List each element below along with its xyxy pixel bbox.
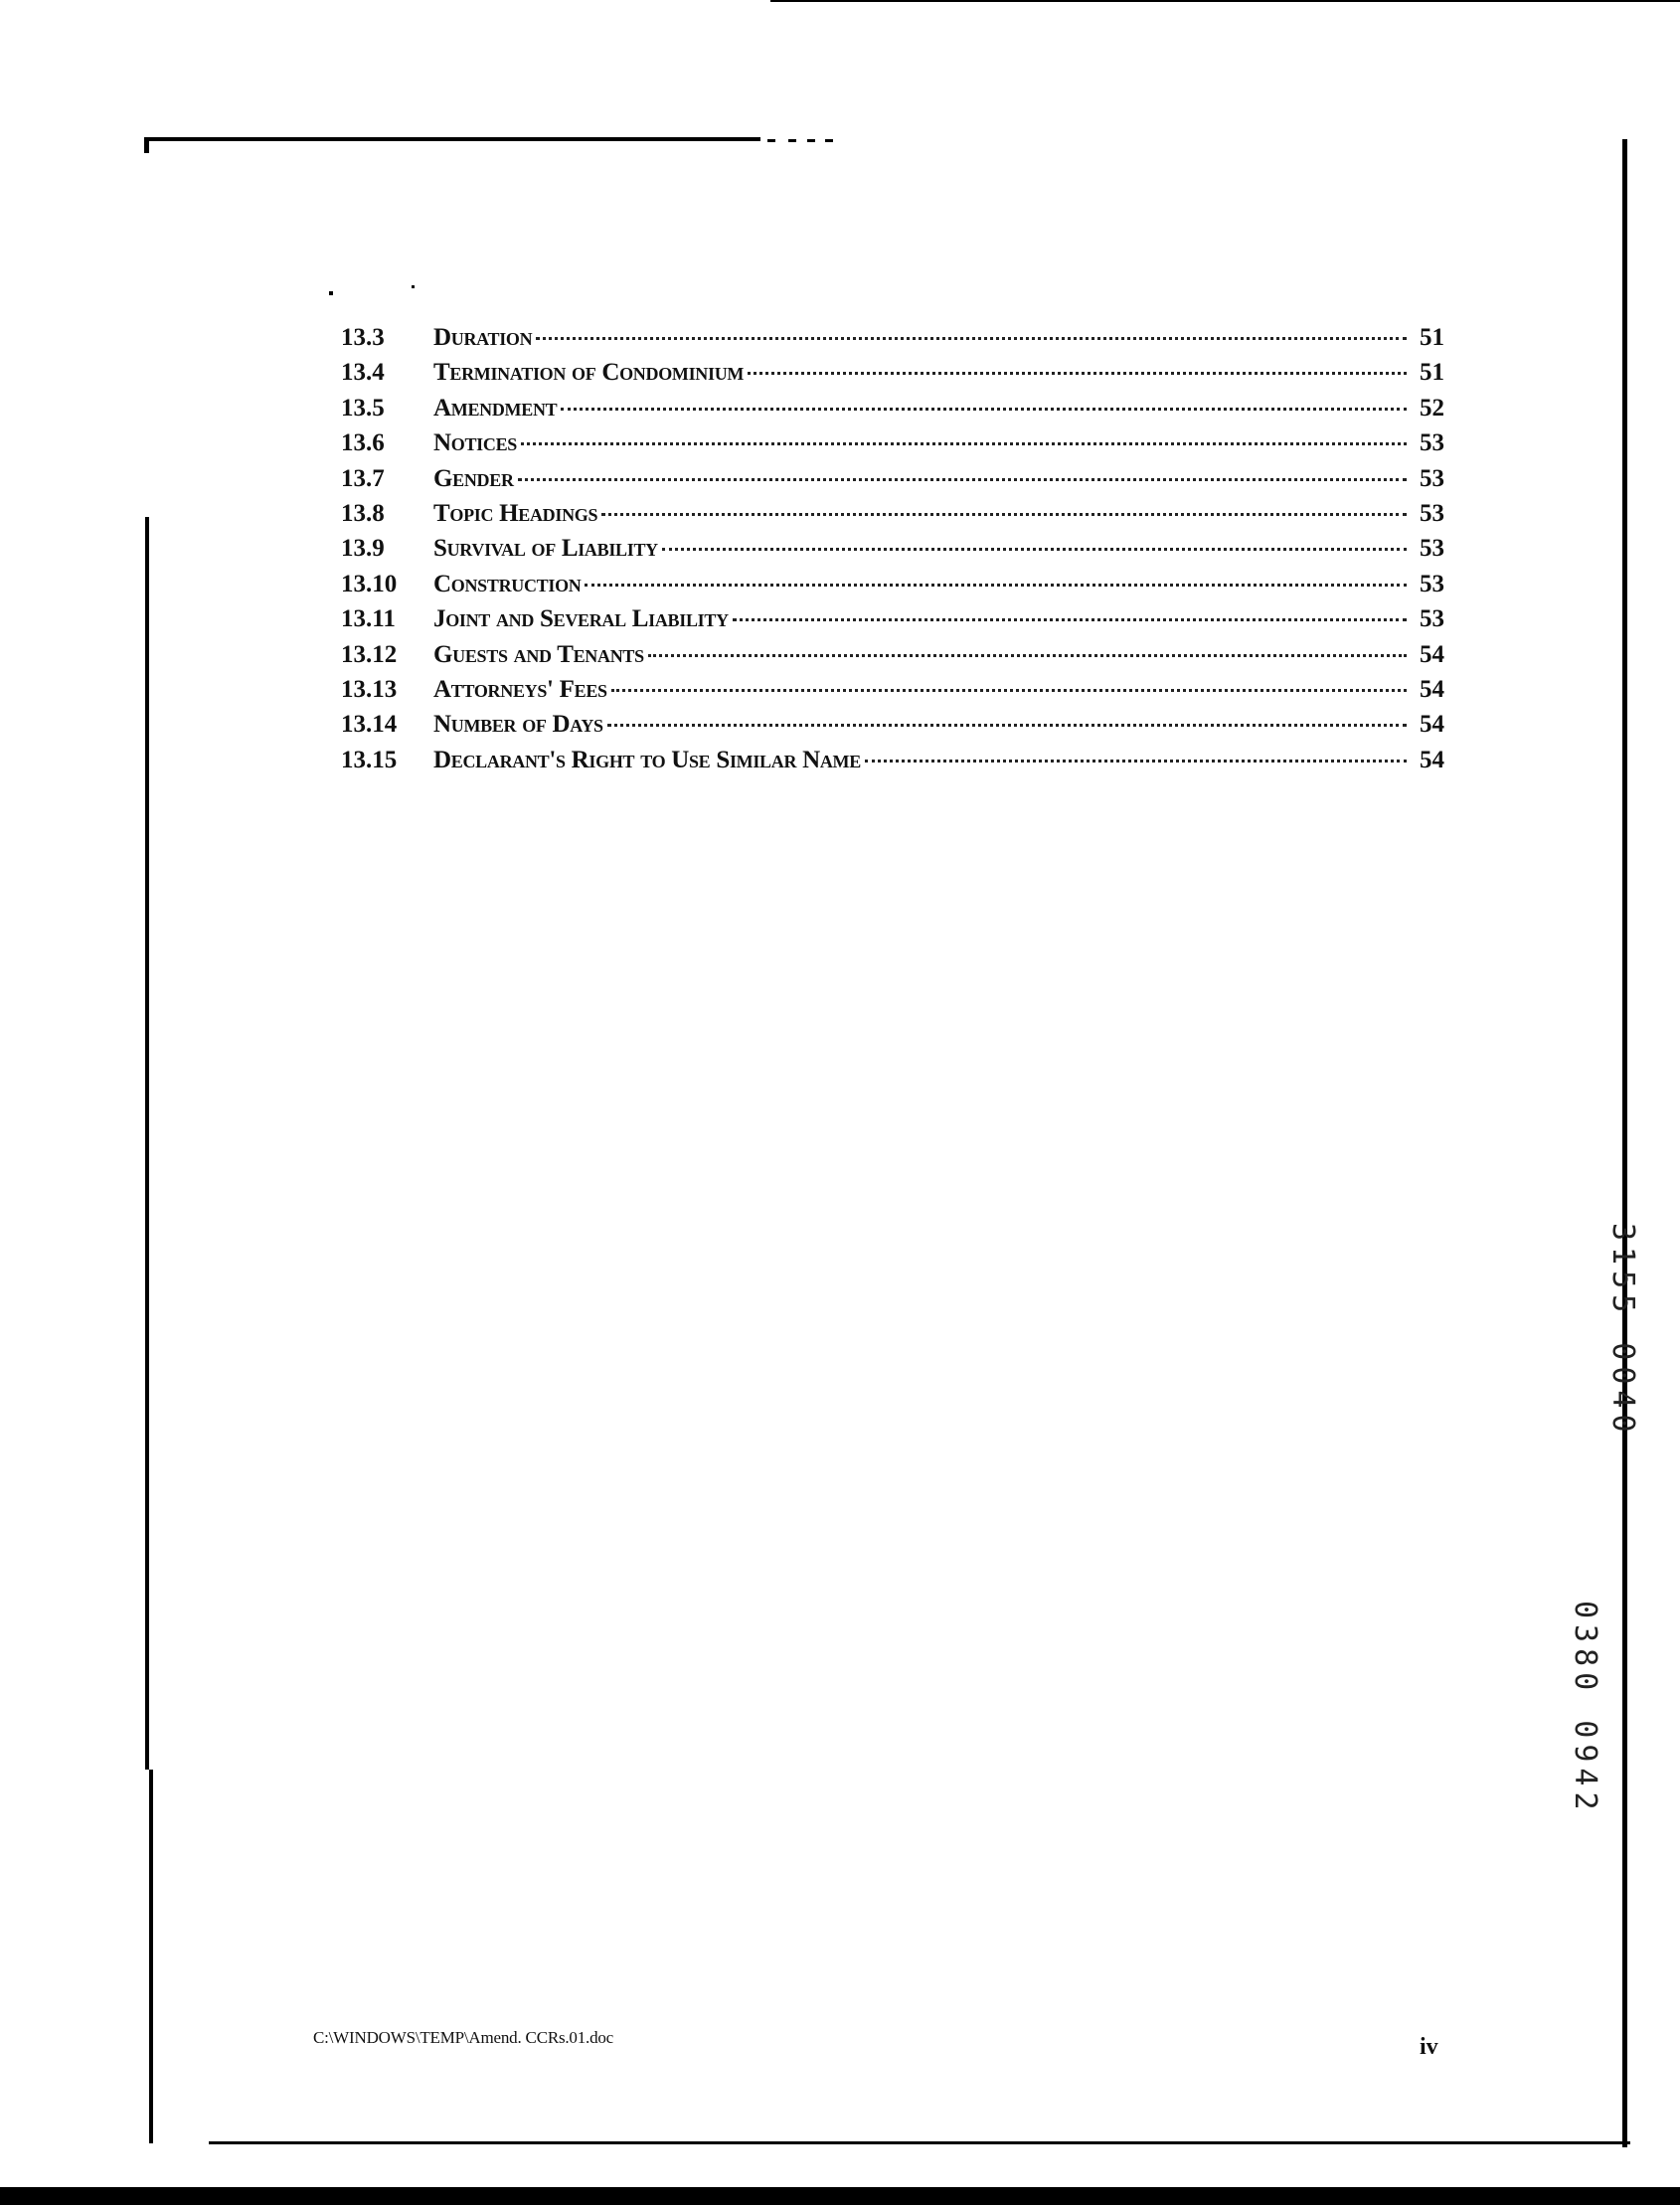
toc-page-number: 53 bbox=[1420, 464, 1444, 492]
toc-section-number: 13.12 bbox=[341, 640, 398, 668]
toc-page-number: 54 bbox=[1420, 746, 1444, 773]
toc-section-title: Gender bbox=[433, 464, 514, 492]
toc-section-title: Number of Days bbox=[433, 711, 603, 739]
toc-section-title: Construction bbox=[433, 570, 582, 597]
header-dash bbox=[767, 139, 775, 142]
header-dash bbox=[825, 139, 833, 142]
toc-section-title: Topic Headings bbox=[433, 499, 598, 527]
toc-entry bbox=[341, 465, 1444, 500]
footer-file-path: C:\WINDOWS\TEMP\Amend. CCRs.01.doc bbox=[313, 2028, 614, 2047]
toc-section-title: Termination of Condominium bbox=[433, 359, 745, 387]
toc-page-number: 51 bbox=[1420, 359, 1444, 387]
toc-entry bbox=[341, 324, 1444, 359]
toc-section-number: 13.8 bbox=[341, 499, 385, 527]
toc-page-number: 51 bbox=[1420, 324, 1444, 351]
toc-section-title: Duration bbox=[433, 324, 533, 351]
toc-page-number: 54 bbox=[1420, 675, 1444, 703]
toc-section-title: Amendment bbox=[433, 394, 558, 422]
toc-page-number: 53 bbox=[1420, 499, 1444, 527]
toc-section-number: 13.10 bbox=[341, 570, 398, 597]
scan-speck bbox=[412, 285, 415, 288]
toc-page-number: 52 bbox=[1420, 394, 1444, 422]
toc-entry bbox=[341, 500, 1444, 535]
toc-section-title: Survival of Liability bbox=[433, 535, 658, 563]
toc-section-number: 13.5 bbox=[341, 394, 385, 422]
toc-entry bbox=[341, 429, 1444, 464]
toc-section-title: Guests and Tenants bbox=[433, 640, 644, 668]
toc-section-title: Declarant's Right to Use Similar Name bbox=[433, 746, 861, 773]
header-dash bbox=[807, 139, 815, 142]
bottom-rule bbox=[209, 2141, 1630, 2144]
toc-dot-leader bbox=[733, 618, 1407, 621]
toc-dot-leader bbox=[521, 442, 1407, 445]
toc-entry bbox=[341, 641, 1444, 676]
toc-section-number: 13.3 bbox=[341, 324, 385, 351]
scan-speck bbox=[329, 291, 333, 295]
toc-dot-leader bbox=[748, 372, 1407, 375]
table-of-contents bbox=[341, 324, 1444, 781]
right-margin-rule bbox=[1622, 139, 1627, 2147]
header-rule-tick bbox=[144, 137, 149, 153]
scan-bottom-edge bbox=[0, 2187, 1680, 2205]
footer-page-number: iv bbox=[1420, 2034, 1438, 2060]
toc-page-number: 53 bbox=[1420, 429, 1444, 457]
toc-dot-leader bbox=[648, 654, 1407, 657]
margin-stamp-lower: 0380 0942 bbox=[1568, 1601, 1602, 1816]
toc-dot-leader bbox=[865, 760, 1407, 763]
toc-section-number: 13.15 bbox=[341, 746, 398, 773]
toc-section-title: Attorneys' Fees bbox=[433, 675, 607, 703]
toc-section-number: 13.6 bbox=[341, 429, 385, 457]
toc-section-number: 13.4 bbox=[341, 359, 385, 387]
scan-top-edge bbox=[770, 0, 1680, 2]
toc-page-number: 53 bbox=[1420, 605, 1444, 633]
toc-page-number: 53 bbox=[1420, 535, 1444, 563]
header-dash bbox=[788, 139, 796, 142]
toc-section-number: 13.7 bbox=[341, 464, 385, 492]
toc-section-number: 13.13 bbox=[341, 675, 398, 703]
toc-entry bbox=[341, 359, 1444, 394]
toc-entry bbox=[341, 571, 1444, 605]
toc-section-title: Joint and Several Liability bbox=[433, 605, 729, 633]
toc-page-number: 54 bbox=[1420, 640, 1444, 668]
toc-entry bbox=[341, 711, 1444, 746]
toc-entry bbox=[341, 605, 1444, 640]
header-rule bbox=[144, 137, 760, 141]
toc-section-number: 13.14 bbox=[341, 711, 398, 739]
toc-page-number: 54 bbox=[1420, 711, 1444, 739]
toc-dot-leader bbox=[536, 337, 1407, 340]
toc-dot-leader bbox=[561, 408, 1407, 411]
toc-page-number: 53 bbox=[1420, 570, 1444, 597]
toc-section-number: 13.9 bbox=[341, 535, 385, 563]
margin-stamp-upper: 3155 0040 bbox=[1605, 1223, 1640, 1439]
left-margin-rule-lower bbox=[149, 1770, 153, 2143]
toc-entry bbox=[341, 535, 1444, 570]
toc-dot-leader bbox=[607, 724, 1407, 727]
toc-dot-leader bbox=[585, 584, 1407, 587]
toc-dot-leader bbox=[601, 513, 1407, 516]
toc-dot-leader bbox=[611, 689, 1407, 692]
toc-section-title: Notices bbox=[433, 429, 517, 457]
toc-dot-leader bbox=[662, 548, 1407, 551]
toc-section-number: 13.11 bbox=[341, 605, 396, 633]
left-margin-rule bbox=[145, 517, 149, 1770]
toc-dot-leader bbox=[518, 478, 1407, 481]
toc-entry bbox=[341, 676, 1444, 711]
toc-entry bbox=[341, 747, 1444, 781]
toc-entry bbox=[341, 395, 1444, 429]
